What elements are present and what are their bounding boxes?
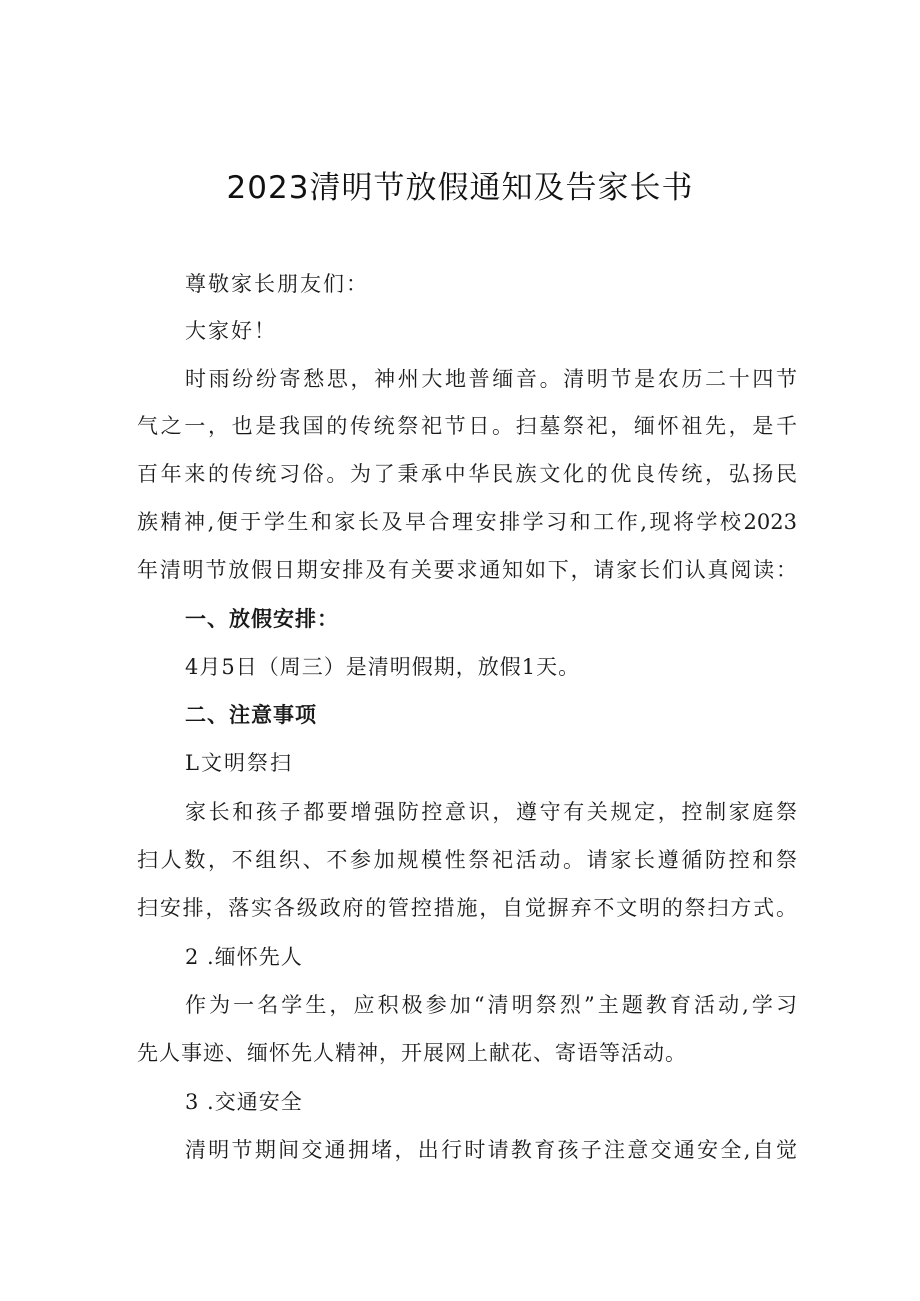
salutation: 尊敬家长朋友们：	[185, 272, 369, 296]
section-heading-holiday: 一、放假安排：	[185, 607, 339, 631]
item-text-line: 扫安排，落实各级政府的管控措施，自觉摒弃不文明的祭扫方式。	[137, 896, 797, 920]
intro-line: 气之一，也是我国的传统祭祀节日。扫墓祭祀，缅怀祖先，是千	[137, 414, 797, 438]
item-title-commemorate: 2 .缅怀先人	[185, 945, 303, 969]
document-title: 2023清明节放假通知及告家长书	[226, 170, 694, 206]
intro-line: 年清明节放假日期安排及有关要求通知如下，请家长们认真阅读：	[137, 558, 797, 582]
intro-line: 族精神,便于学生和家长及早合理安排学习和工作,现将学校2023	[137, 510, 797, 534]
greeting: 大家好！	[185, 319, 277, 343]
item-text-line: 清明节期间交通拥堵，出行时请教育孩子注意交通安全,自觉	[185, 1138, 797, 1162]
intro-line: 百年来的传统习俗。为了秉承中华民族文化的优良传统，弘扬民	[137, 462, 797, 486]
section-heading-notes: 二、注意事项	[185, 703, 317, 727]
item-title-civilized-sweeping: L文明祭扫	[185, 751, 293, 775]
item-text-line: 作为一名学生，应积极参加“清明祭烈”主题教育活动,学习	[185, 993, 797, 1017]
item-title-traffic-safety: 3 .交通安全	[185, 1090, 303, 1114]
item-text-line: 家长和孩子都要增强防控意识，遵守有关规定，控制家庭祭	[185, 800, 797, 824]
intro-line: 时雨纷纷寄愁思，神州大地普缅音。清明节是农历二十四节	[185, 367, 797, 391]
item-text-line: 先人事迹、缅怀先人精神，开展网上献花、寄语等活动。	[137, 1041, 687, 1065]
item-text-line: 扫人数，不组织、不参加规模性祭祀活动。请家长遵循防控和祭	[137, 848, 797, 872]
holiday-arrangement-text: 4月5日（周三）是清明假期，放假1天。	[185, 655, 581, 679]
